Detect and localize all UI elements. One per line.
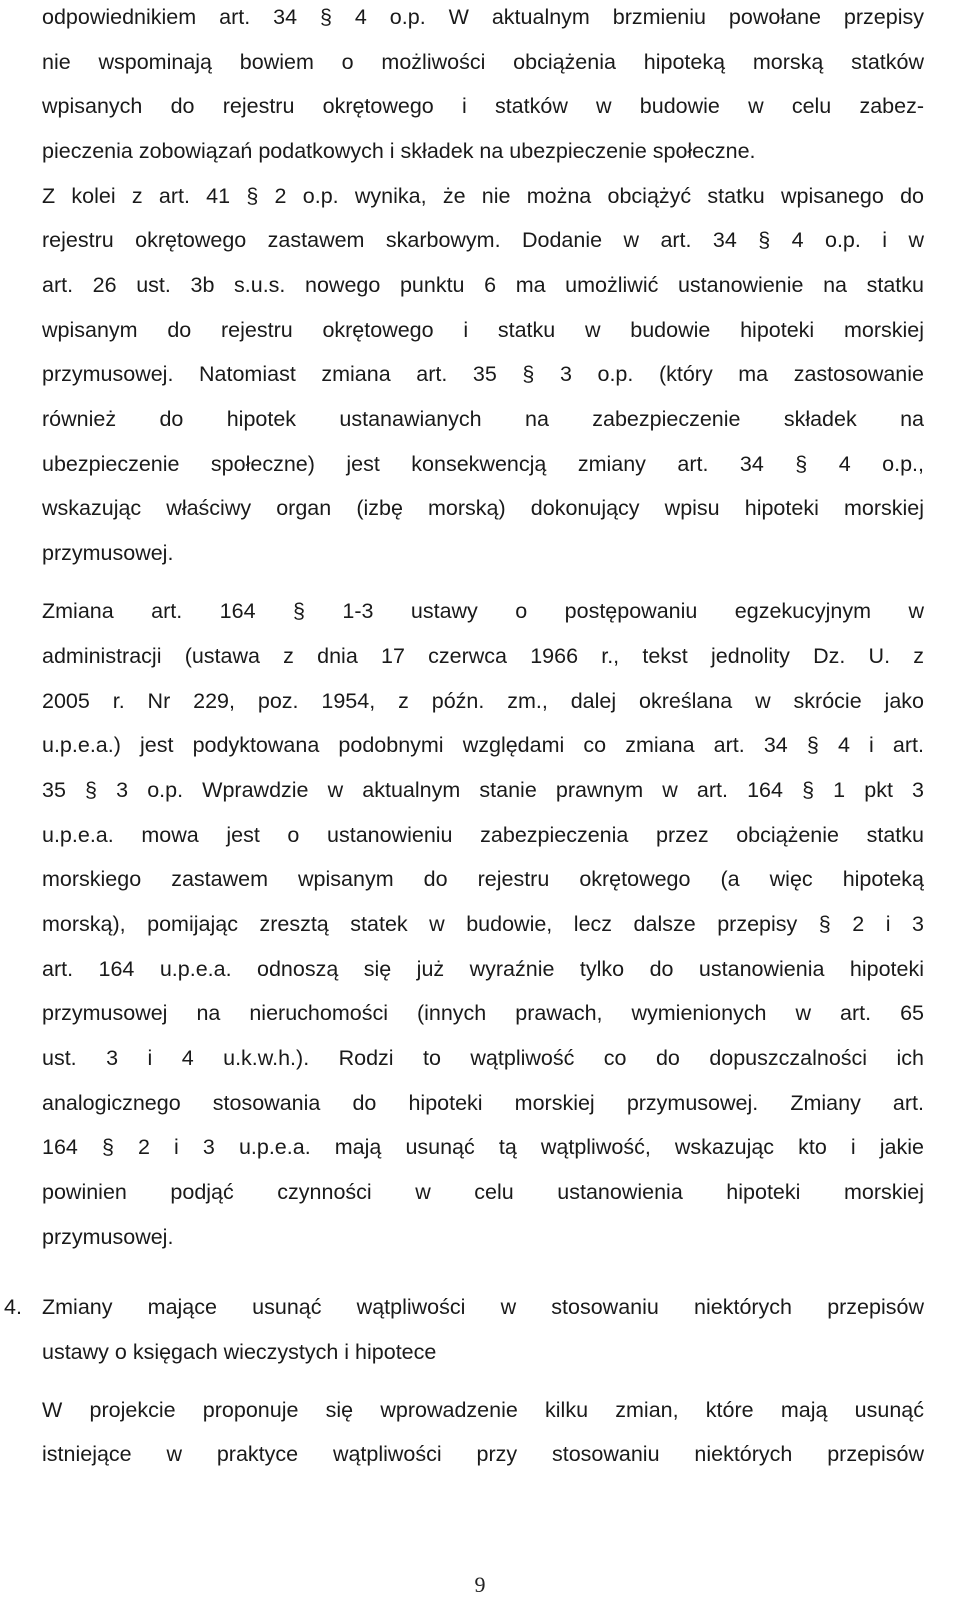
- text-line: również do hipotek ustanawianych na zabezpieczenie składek na: [42, 407, 924, 431]
- text-line: przymusowej. Natomiast zmiana art. 35 § 3 o.p. (który ma zastosowanie: [42, 362, 924, 386]
- text-line: wpisanych do rejestru okrętowego i statków w budowie w celu zabez-: [42, 94, 924, 118]
- text-line: Z kolei z art. 41 § 2 o.p. wynika, że nie można obciążyć statku wpisanego do: [42, 184, 924, 208]
- text-line: przymusowej.: [42, 1225, 174, 1249]
- text-line: ubezpieczenie społeczne) jest konsekwencją zmiany art. 34 § 4 o.p.,: [42, 452, 924, 476]
- text-line: pieczenia zobowiązań podatkowych i składek na ubezpieczenie społeczne.: [42, 139, 756, 163]
- text-line: W projekcie proponuje się wprowadzenie kilku zmian, które mają usunąć: [42, 1398, 924, 1422]
- text-line: 164 § 2 i 3 u.p.e.a. mają usunąć tą wątpliwość, wskazując kto i jakie: [42, 1135, 924, 1159]
- section-number: 4.: [4, 1295, 22, 1319]
- text-line: wskazując właściwy organ (izbę morską) dokonujący wpisu hipoteki morskiej: [42, 496, 924, 520]
- section-heading: [4, 1292, 924, 1322]
- text-line: u.p.e.a.) jest podyktowana podobnymi względami co zmiana art. 34 § 4 i art.: [42, 733, 924, 757]
- text-line: powinien podjąć czynności w celu ustanowienia hipoteki morskiej: [42, 1180, 924, 1204]
- text-line: istniejące w praktyce wątpliwości przy stosowaniu niektórych przepisów: [42, 1442, 924, 1466]
- text-line: nie wspominają bowiem o możliwości obciążenia hipoteką morską statków: [42, 50, 924, 74]
- text-line: u.p.e.a. mowa jest o ustanowieniu zabezpieczenia przez obciążenie statku: [42, 823, 924, 847]
- text-line: przymusowej na nieruchomości (innych prawach, wymienionych w art. 65: [42, 1001, 924, 1025]
- text-line: wpisanym do rejestru okrętowego i statku w budowie hipoteki morskiej: [42, 318, 924, 342]
- text-line: administracji (ustawa z dnia 17 czerwca 1966 r., tekst jednolity Dz. U. z: [42, 644, 924, 668]
- text-line: art. 26 ust. 3b s.u.s. nowego punktu 6 ma umożliwić ustanowienie na statku: [42, 273, 924, 297]
- text-line: odpowiednikiem art. 34 § 4 o.p. W aktualnym brzmieniu powołane przepisy: [42, 5, 924, 29]
- section-heading-line: ustawy o księgach wieczystych i hipotece: [42, 1340, 437, 1364]
- text-line: 35 § 3 o.p. Wprawdzie w aktualnym stanie prawnym w art. 164 § 1 pkt 3: [42, 778, 924, 802]
- text-line: przymusowej.: [42, 541, 174, 565]
- text-line: morskiego zastawem wpisanym do rejestru okrętowego (a więc hipoteką: [42, 867, 924, 891]
- text-line: rejestru okrętowego zastawem skarbowym. Dodanie w art. 34 § 4 o.p. i w: [42, 228, 924, 252]
- text-line: 2005 r. Nr 229, poz. 1954, z późn. zm., dalej określana w skrócie jako: [42, 689, 924, 713]
- text-line: ust. 3 i 4 u.k.w.h.). Rodzi to wątpliwość co do dopuszczalności ich: [42, 1046, 924, 1070]
- text-line: Zmiana art. 164 § 1-3 ustawy o postępowaniu egzekucyjnym w: [42, 599, 924, 623]
- page-number: 9: [474, 1572, 486, 1597]
- text-line: morską), pomijając zresztą statek w budowie, lecz dalsze przepisy § 2 i 3: [42, 912, 924, 936]
- text-line: art. 164 u.p.e.a. odnoszą się już wyraźnie tylko do ustanowienia hipoteki: [42, 957, 924, 981]
- section-heading-line: Zmiany mające usunąć wątpliwości w stosowaniu niektórych przepisów: [42, 1295, 924, 1319]
- text-line: analogicznego stosowania do hipoteki morskiej przymusowej. Zmiany art.: [42, 1091, 924, 1115]
